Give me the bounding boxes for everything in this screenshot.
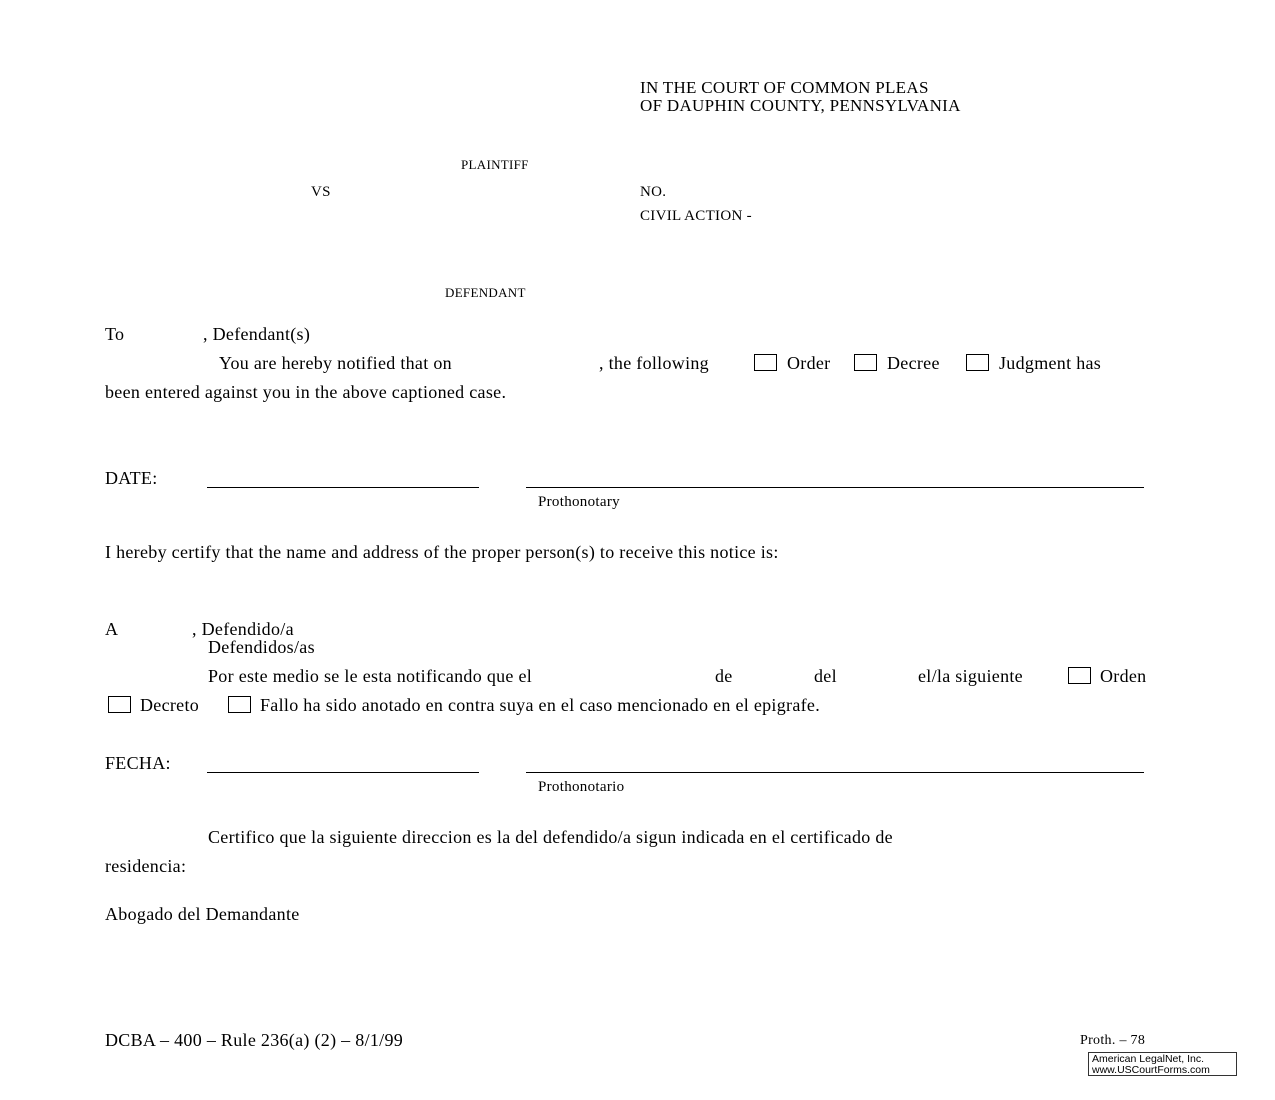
certify-text: I hereby certify that the name and address of the proper person(s) to receive this notice is: [105, 542, 779, 562]
prothonotary-signature-line[interactable] [526, 487, 1144, 488]
order-checkbox[interactable] [754, 354, 777, 371]
order-label: Order [787, 353, 831, 373]
prothonotary-label: Prothonotary [538, 494, 620, 510]
spanish-notice-text: Por este medio se le esta notificando que el [208, 666, 533, 686]
defendants-label: , Defendant(s) [203, 324, 311, 344]
judgment-checkbox[interactable] [966, 354, 989, 371]
case-number-label: NO. [640, 184, 667, 200]
civil-action-label: CIVIL ACTION - [640, 208, 752, 224]
logo-line2: www.USCourtForms.com [1092, 1063, 1210, 1076]
date-field-line[interactable] [207, 487, 479, 488]
notice-text: You are hereby notified that on [219, 353, 452, 373]
american-legalnet-logo [1088, 1052, 1237, 1076]
form-id: DCBA – 400 – Rule 236(a) (2) – 8/1/99 [105, 1030, 404, 1050]
certifico-text-continued: residencia: [105, 856, 187, 876]
plaintiff-label: PLAINTIFF [461, 157, 529, 172]
fallo-text: Fallo ha sido anotado en contra suya en el caso mencionado en el epigrafe. [260, 695, 821, 715]
del-label: del [814, 666, 837, 686]
defendidos-label: Defendidos/as [208, 637, 315, 657]
prothonotario-signature-line[interactable] [526, 772, 1144, 773]
notice-text-continued: been entered against you in the above captioned case. [105, 382, 507, 402]
defendant-label: DEFENDANT [445, 285, 526, 300]
orden-checkbox[interactable] [1068, 667, 1091, 684]
to-label: To [105, 324, 125, 344]
decreto-checkbox[interactable] [108, 696, 131, 713]
prothonotario-label: Prothonotario [538, 779, 625, 795]
judgment-label: Judgment has [999, 353, 1102, 373]
fallo-checkbox[interactable] [228, 696, 251, 713]
court-name-line2: OF DAUPHIN COUNTY, PENNSYLVANIA [640, 96, 961, 115]
a-label: A [105, 619, 119, 639]
date-label: DATE: [105, 468, 158, 488]
defendido-label: , Defendido/a [192, 619, 294, 639]
notice-text-following: , the following [599, 353, 709, 373]
vs-label: VS [311, 184, 331, 200]
de-label: de [715, 666, 733, 686]
fecha-field-line[interactable] [207, 772, 479, 773]
decree-checkbox[interactable] [854, 354, 877, 371]
orden-label: Orden [1100, 666, 1147, 686]
logo-line1: American LegalNet, Inc. [1092, 1053, 1205, 1065]
proth-number: Proth. – 78 [1080, 1033, 1146, 1048]
decree-label: Decree [887, 353, 940, 373]
court-name-line1: IN THE COURT OF COMMON PLEAS [640, 78, 929, 97]
fecha-label: FECHA: [105, 753, 171, 773]
siguiente-label: el/la siguiente [918, 666, 1023, 686]
decreto-label: Decreto [140, 695, 200, 715]
abogado-label: Abogado del Demandante [105, 904, 300, 924]
certifico-text: Certifico que la siguiente direccion es la del defendido/a sigun indicada en el certificado de [208, 827, 893, 847]
